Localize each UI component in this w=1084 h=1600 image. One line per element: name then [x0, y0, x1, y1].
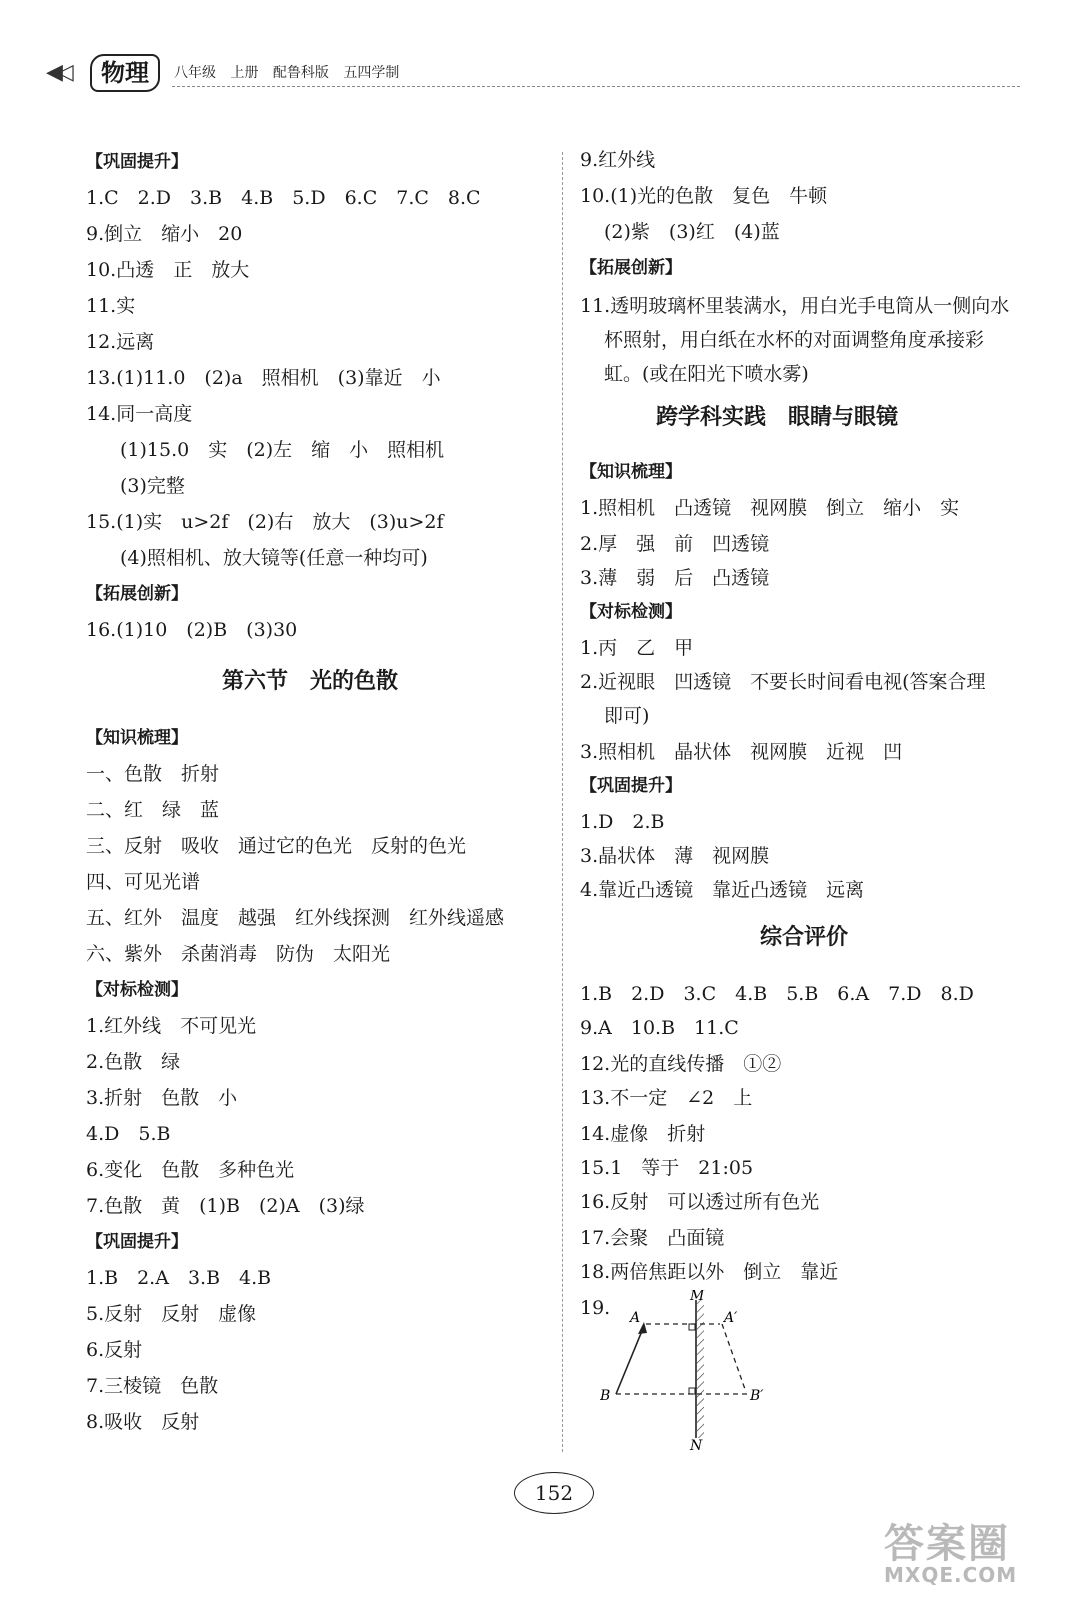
section-tag: 【拓展创新】: [580, 258, 682, 278]
label-B: B: [600, 1388, 611, 1404]
system-label: 五四学制: [343, 65, 400, 81]
column-divider: [562, 152, 563, 1452]
answer-line: 7.三棱镜 色散: [86, 1375, 219, 1397]
header-arrows-icon: ◀◁: [46, 60, 68, 85]
mirror-diagram: [600, 1290, 800, 1450]
answer-line: 1.照相机 凸透镜 视网膜 倒立 缩小 实: [580, 497, 960, 519]
subject-badge: 物理: [90, 54, 160, 92]
answer-line: 11.透明玻璃杯里装满水，用白光手电筒从一侧向水: [580, 295, 1010, 317]
label-A: A: [630, 1310, 641, 1326]
answer-line: 14.同一高度: [86, 403, 193, 425]
section-title: 第六节 光的色散: [222, 669, 399, 694]
answer-line: 5.反射 反射 虚像: [86, 1303, 257, 1325]
answer-line: (3)完整: [120, 475, 185, 497]
answer-line: 13.(1)11.0 (2)a 照相机 (3)靠近 小: [86, 367, 441, 389]
answer-line: 16.(1)10 (2)B (3)30: [86, 619, 298, 641]
answer-line: 2.近视眼 凹透镜 不要长时间看电视(答案合理: [580, 671, 986, 693]
mirror-hatching: [697, 1300, 704, 1438]
edition-label: 配鲁科版: [272, 65, 329, 81]
label-N: N: [690, 1438, 703, 1450]
section-tag: 【知识梳理】: [86, 728, 188, 748]
section-title: 跨学科实践 眼睛与眼镜: [656, 405, 899, 430]
answer-line: 3.折射 色散 小: [86, 1087, 238, 1109]
answer-line: 4.靠近凸透镜 靠近凸透镜 远离: [580, 879, 865, 901]
answer-line: (2)紫 (3)红 (4)蓝: [604, 221, 780, 243]
answer-line: 12.远离: [86, 331, 155, 353]
answer-line: 1.D 2.B: [580, 811, 665, 833]
image-AB-dashed: [722, 1324, 746, 1392]
answer-line: 杯照射，用白纸在水杯的对面调整角度承接彩: [604, 329, 985, 351]
grade-label: 八年级: [174, 65, 216, 81]
answer-line: 6.变化 色散 多种色光: [86, 1159, 295, 1181]
answer-line: 一、色散 折射: [86, 763, 220, 785]
answer-line: 五、红外 温度 越强 红外线探测 红外线遥感: [86, 907, 505, 929]
answer-line: 6.反射: [86, 1339, 143, 1361]
answer-line: 三、反射 吸收 通过它的色光 反射的色光: [86, 835, 467, 857]
section-tag: 【巩固提升】: [86, 152, 188, 172]
watermark-logo: [884, 1512, 1074, 1592]
header-rule: [172, 86, 1020, 87]
answer-line: 11.实: [86, 295, 136, 317]
watermark-title: 答案圈: [884, 1521, 1010, 1567]
right-angle-mark: [689, 1388, 695, 1394]
answer-line: 3.薄 弱 后 凸透镜: [580, 567, 770, 589]
section-tag: 【对标检测】: [86, 980, 188, 1000]
answer-line: 10.凸透 正 放大: [86, 259, 250, 281]
section-tag: 【拓展创新】: [86, 584, 188, 604]
answer-line: 四、可见光谱: [86, 871, 201, 893]
label-A-prime: A′: [724, 1310, 738, 1326]
page-number: 152: [514, 1472, 594, 1514]
section-title: 综合评价: [760, 925, 849, 950]
answer-line: 16.反射 可以透过所有色光: [580, 1191, 820, 1213]
answer-line: 7.色散 黄 (1)B (2)A (3)绿: [86, 1195, 365, 1217]
answer-line: 9.倒立 缩小 20: [86, 223, 243, 245]
section-tag: 【巩固提升】: [86, 1232, 188, 1252]
answer-line: 2.色散 绿: [86, 1051, 181, 1073]
object-AB: [616, 1326, 644, 1394]
answer-line: 1.C 2.D 3.B 4.B 5.D 6.C 7.C 8.C: [86, 187, 481, 209]
answer-line: 3.晶状体 薄 视网膜: [580, 845, 770, 867]
answer-line: (1)15.0 实 (2)左 缩 小 照相机: [120, 439, 445, 461]
section-tag: 【巩固提升】: [580, 776, 682, 796]
answer-line: 17.会聚 凸面镜: [580, 1227, 725, 1249]
answer-line: 即可): [604, 705, 650, 727]
section-tag: 【对标检测】: [580, 602, 682, 622]
answer-line: 9.红外线: [580, 149, 656, 171]
section-tag: 【知识梳理】: [580, 462, 682, 482]
label-M: M: [690, 1290, 705, 1304]
answer-line: 13.不一定 ∠2 上: [580, 1087, 753, 1109]
answer-line: 19.: [580, 1297, 611, 1319]
answer-line: 1.B 2.A 3.B 4.B: [86, 1267, 272, 1289]
answer-line: 二、红 绿 蓝: [86, 799, 220, 821]
answer-line: 虹。(或在阳光下喷水雾): [604, 363, 809, 385]
answer-line: 4.D 5.B: [86, 1123, 171, 1145]
answer-line: 15.1 等于 21:05: [580, 1157, 754, 1179]
answer-line: 2.厚 强 前 凹透镜: [580, 533, 770, 555]
right-angle-mark: [689, 1324, 695, 1330]
answer-line: 8.吸收 反射: [86, 1411, 200, 1433]
answer-line: 18.两倍焦距以外 倒立 靠近: [580, 1261, 839, 1283]
answer-line: 14.虚像 折射: [580, 1123, 706, 1145]
volume-label: 上册: [230, 65, 259, 81]
page-header: [44, 52, 1020, 102]
answer-line: 1.红外线 不可见光: [86, 1015, 257, 1037]
answer-line: 1.丙 乙 甲: [580, 637, 694, 659]
answer-line: 12.光的直线传播 ①②: [580, 1053, 782, 1075]
watermark-url: MXQE.COM: [884, 1563, 1018, 1587]
answer-line: 3.照相机 晶状体 视网膜 近视 凹: [580, 741, 903, 763]
answer-line: 六、紫外 杀菌消毒 防伪 太阳光: [86, 943, 391, 965]
answer-line: 15.(1)实 u>2f (2)右 放大 (3)u>2f: [86, 511, 444, 533]
label-B-prime: B′: [750, 1388, 764, 1404]
header-meta: [174, 62, 409, 82]
answer-line: 1.B 2.D 3.C 4.B 5.B 6.A 7.D 8.D: [580, 983, 974, 1005]
answer-line: 9.A 10.B 11.C: [580, 1017, 739, 1039]
answer-line: 10.(1)光的色散 复色 牛顿: [580, 185, 828, 207]
answer-line: (4)照相机、放大镜等(任意一种均可): [120, 547, 428, 569]
